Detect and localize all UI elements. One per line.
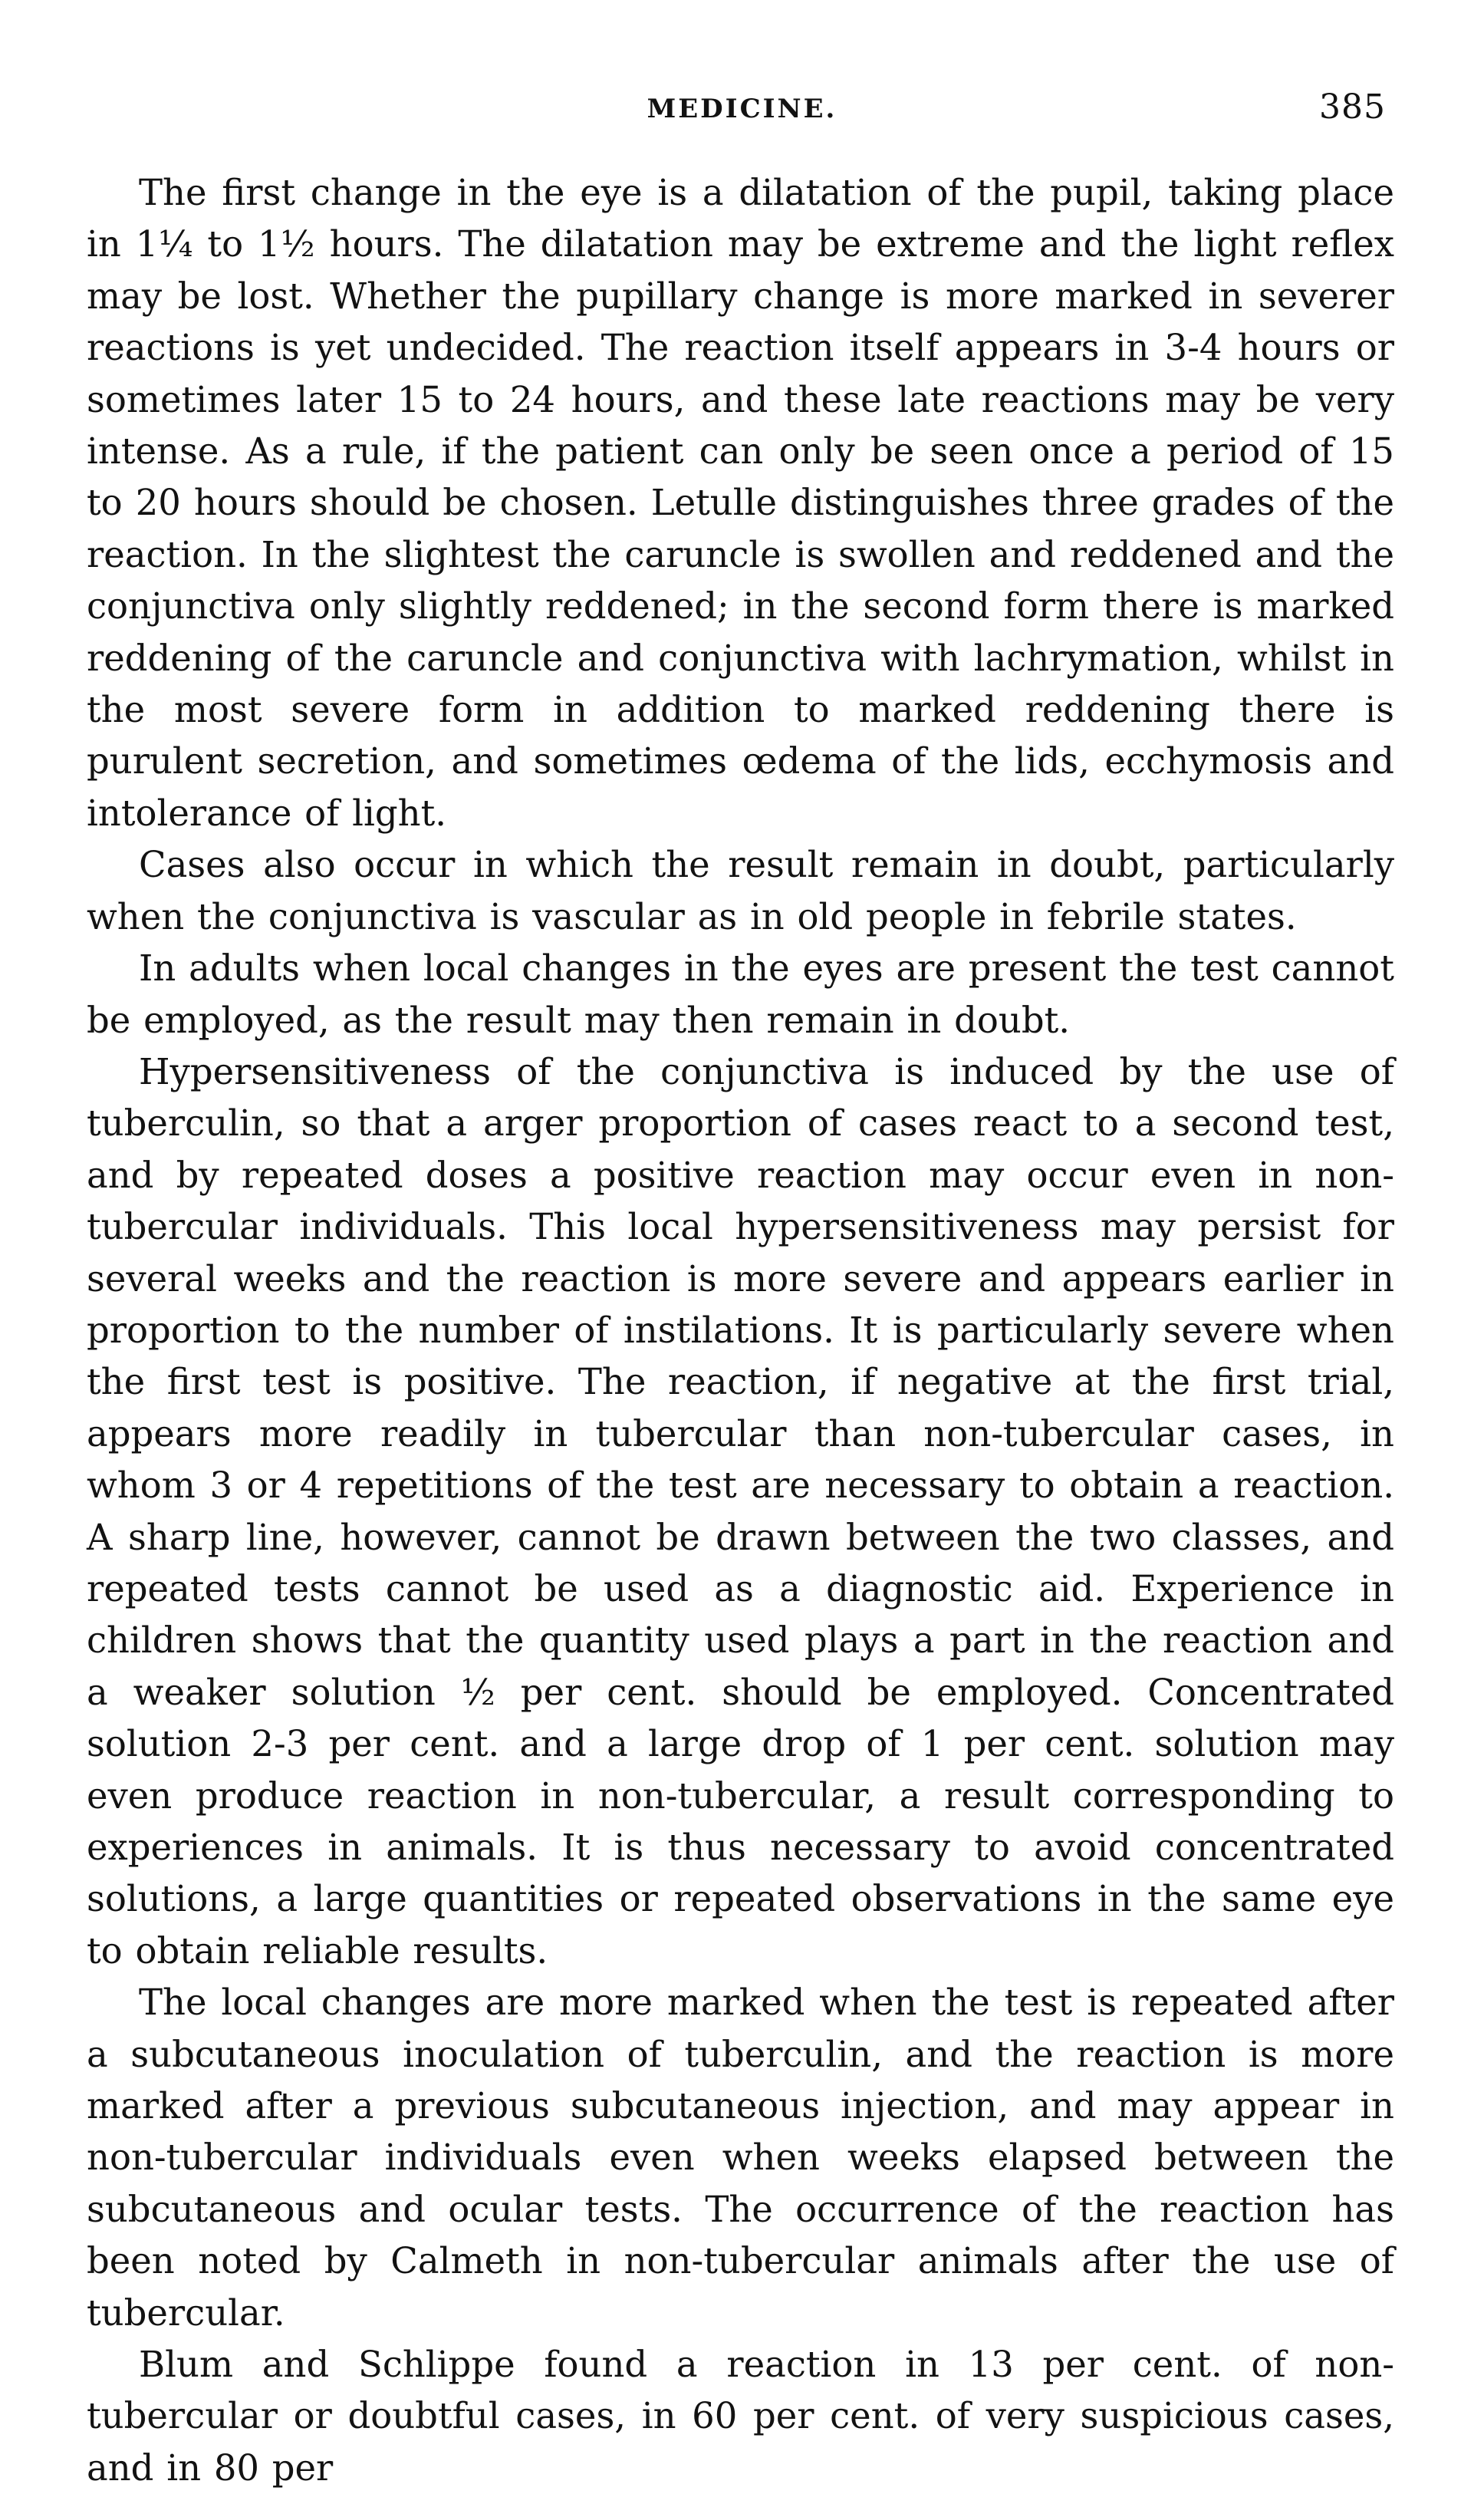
paragraph-blum-schlippe: Blum and Schlippe found a reaction in 13 per cent. of non-tubercular or doubtful cases, in 60 per cent. of very suspicious cases, and in 80 per [87,2344,1394,2489]
paragraph-pupil-dilatation: The first change in the eye is a dilatation of the pupil, taking place in 1¼ to 1½ hours. The dilatation may be extreme and the light reflex may be lost. Whether the pupillary change is more marked in severer reactions is yet undecided. The reaction itself appears in 3-4 hours or sometimes later 15 to 24 hours, and these late reactions may be very intense. As a rule, if the patient can only be seen once a period of 15 to 20 hours should be chosen. Letulle distinguishes three grades of the reaction. In the slightest the caruncle is swollen and reddened and the conjunctiva only slightly reddened; in the second form there is marked reddening of the caruncle and conjunctiva with lachrymation, whilst in the most severe form in addition to marked reddening there is purulent secretion, and sometimes œdema of the lids, ecchymosis and intolerance of light. [87,172,1394,834]
paragraph-doubtful-cases: Cases also occur in which the result remain in doubt, particularly when the conjunctiva is vascular as in old people in febrile states. [87,844,1394,937]
running-head [0,87,1484,140]
paragraph-hypersensitiveness: Hypersensitiveness of the conjunctiva is induced by the use of tuberculin, so that a arger proportion of cases react to a second test, and by repeated doses a positive reaction may occur even in non-tubercular individuals. This local hypersensitiveness may persist for several weeks and the reaction is more severe and appears earlier in proportion to the number of instilations. It is particularly severe when the first test is positive. The reaction, if negative at the first trial, appears more readily in tubercular than non-tubercular cases, in whom 3 or 4 repetitions of the test are necessary to obtain a reaction. A sharp line, however, cannot be drawn between the two classes, and repeated tests cannot be used as a diagnostic aid. Experience in children shows that the quantity used plays a part in the reaction and a weaker solution ½ per cent. should be employed. Concentrated solution 2-3 per cent. and a large drop of 1 per cent. solution may even produce reaction in non-tubercular, a result corresponding to experiences in animals. It is thus necessary to avoid concentrated solutions, a large quantities or repeated observations in the same eye to obtain reliable results. [87,1050,1394,1972]
running-head-title: MEDICINE. [647,94,837,124]
body-text [87,167,1394,2494]
paragraph-adults: In adults when local changes in the eyes are present the test cannot be employed, as the result may then remain in doubt. [87,947,1394,1041]
page-number: 385 [1319,87,1386,127]
paragraph-local-changes: The local changes are more marked when the test is repeated after a subcutaneous inoculation of tuberculin, and the reaction is more marked after a previous subcutaneous injection, and may appear in non-tubercular individuals even when weeks elapsed between the subcutaneous and ocular tests. The occurrence of the reaction has been noted by Calmeth in non-tubercular animals after the use of tubercular. [87,1982,1394,2334]
